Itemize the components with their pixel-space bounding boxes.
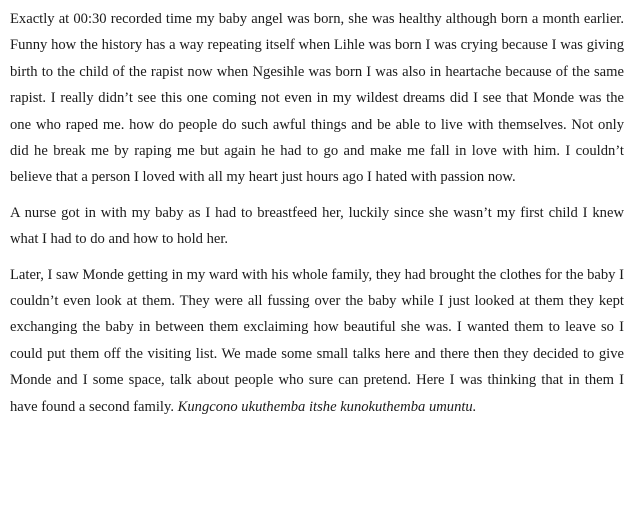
paragraph-birth: Exactly at 00:30 recorded time my baby angel was born, she was healthy although born a month earlier. Funny how the history has a way repeating itself when Lihle was born I was crying because I was giving birth to the child of the rapist now when Ngesihle was born I was also in heartache because of the same rapist. I really didn’t see this one coming not even in my wildest dreams did I see that Monde was the one who raped me. how do people do such awful things and be able to live with themselves. Not only did he break me by raping me but again he had to go and make me fall in love with him. I couldn’t believe that a person I loved with all my heart just hours ago I hated with passion now.: [10, 11, 624, 186]
paragraph-family-visit-text: Later, I saw Monde getting in my ward with his whole family, they had brought the clothes for the baby I couldn’t even look at them. They were all fussing over the baby while I just looked at them they kept exchanging the baby in between them exclaiming how beautiful she was. I wanted them to leave so I could put them off the visiting list. We made some small talks here and there then they decided to give Monde and I some space, talk about people who sure can pretend. Here I was thinking that in them I have found a second family.: [10, 266, 624, 415]
paragraph-family-visit: [10, 262, 624, 420]
isizulu-proverb: Kungcono ukuthemba itshe kunokuthemba umuntu.: [177, 398, 477, 415]
paragraph-nurse: A nurse got in with my baby as I had to breastfeed her, luckily since she wasn’t my first child I knew what I had to do and how to hold her.: [10, 204, 624, 248]
